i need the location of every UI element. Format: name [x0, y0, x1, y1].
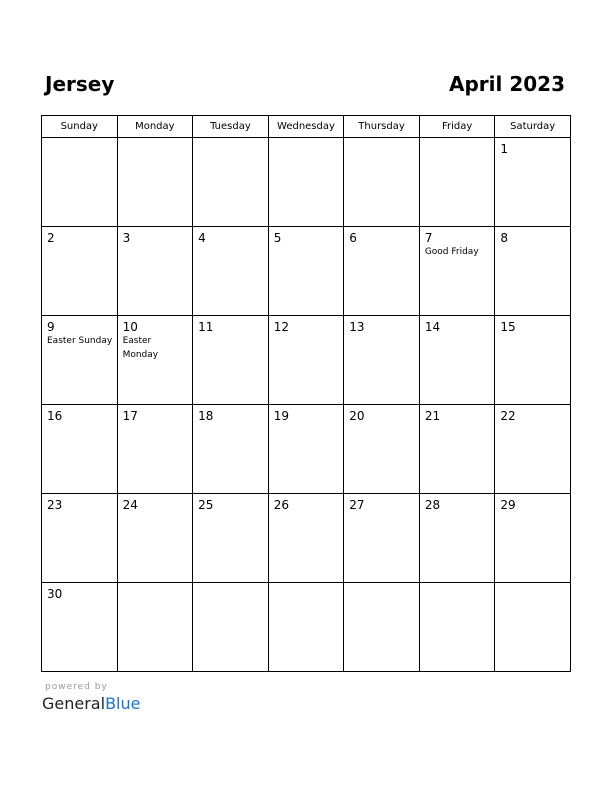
day-cell	[268, 138, 344, 227]
day-number: 4	[198, 231, 206, 245]
day-cell	[193, 316, 269, 405]
day-number	[420, 583, 495, 588]
day-cell	[419, 494, 495, 583]
day-number: 16	[47, 409, 63, 423]
day-cell	[117, 494, 193, 583]
day-cell	[117, 316, 193, 405]
day-cell	[419, 138, 495, 227]
day-cell	[344, 227, 420, 316]
weekday-header: Saturday	[495, 116, 571, 138]
day-number: 23	[47, 498, 63, 512]
day-number: 6	[349, 231, 357, 245]
day-cell	[193, 138, 269, 227]
weekday-header: Thursday	[344, 116, 420, 138]
day-cell	[344, 138, 420, 227]
day-number	[269, 583, 344, 588]
day-number	[495, 583, 570, 588]
powered-by-label: powered by	[45, 682, 108, 692]
day-cell	[42, 405, 118, 494]
day-number: 24	[122, 498, 138, 512]
day-cell	[42, 494, 118, 583]
day-number	[344, 583, 419, 588]
day-number	[344, 138, 419, 143]
weekday-header: Sunday	[42, 116, 118, 138]
day-cell	[495, 138, 571, 227]
day-cell	[117, 405, 193, 494]
day-cell	[117, 227, 193, 316]
day-number: 15	[500, 320, 516, 334]
day-number: 3	[122, 231, 131, 245]
day-number: 21	[424, 409, 441, 423]
day-number: 17	[122, 409, 138, 423]
week-row	[42, 138, 571, 227]
day-number: 12	[273, 320, 289, 334]
day-number	[193, 138, 268, 143]
day-cell	[495, 405, 571, 494]
day-number	[193, 583, 268, 588]
day-cell	[268, 227, 344, 316]
day-number: 7	[424, 231, 433, 245]
day-number: 25	[198, 498, 214, 512]
holiday-label: Good Friday	[424, 247, 479, 257]
day-number: 29	[500, 498, 516, 512]
day-cell	[419, 227, 495, 316]
day-number: 5	[273, 231, 282, 245]
day-cell	[495, 227, 571, 316]
day-cell	[193, 494, 269, 583]
day-cell	[495, 316, 571, 405]
day-cell	[344, 405, 420, 494]
day-number: 18	[198, 409, 214, 423]
weekday-header: Monday	[117, 116, 193, 138]
day-cell	[193, 405, 269, 494]
day-number: 13	[349, 320, 365, 334]
day-cell	[344, 583, 420, 672]
day-number	[420, 138, 495, 143]
day-cell	[42, 138, 118, 227]
day-cell	[419, 405, 495, 494]
day-cell	[344, 494, 420, 583]
week-row	[42, 583, 571, 672]
day-number: 27	[349, 498, 365, 512]
holiday-label: Easter Monday	[122, 336, 159, 360]
week-row	[42, 316, 571, 405]
day-cell	[419, 316, 495, 405]
day-number: 28	[424, 498, 441, 512]
week-row	[42, 494, 571, 583]
weekday-header: Friday	[419, 116, 495, 138]
day-cell	[268, 494, 344, 583]
day-number: 10	[122, 320, 138, 334]
brand-name-part2: Blue	[105, 694, 141, 713]
day-cell	[42, 316, 118, 405]
day-cell	[344, 316, 420, 405]
week-row	[42, 405, 571, 494]
day-number: 22	[500, 409, 516, 423]
weekday-header: Tuesday	[193, 116, 269, 138]
brand-logo[interactable]	[42, 694, 140, 713]
day-cell	[193, 583, 269, 672]
day-cell	[268, 583, 344, 672]
day-cell	[495, 583, 571, 672]
day-cell	[268, 316, 344, 405]
day-number: 19	[273, 409, 289, 423]
brand-name-part1: General	[42, 694, 106, 713]
calendar-region-title: Jersey	[45, 72, 115, 96]
day-cell	[42, 227, 118, 316]
day-cell	[495, 494, 571, 583]
day-number: 1	[500, 142, 509, 156]
day-number	[42, 138, 117, 143]
holiday-label: Easter Sunday	[47, 336, 113, 346]
day-number	[118, 583, 193, 588]
day-number	[118, 138, 193, 143]
day-cell	[117, 583, 193, 672]
day-cell	[42, 583, 118, 672]
day-number: 20	[349, 409, 365, 423]
weekday-header-row	[42, 116, 571, 138]
day-cell	[117, 138, 193, 227]
calendar-grid	[41, 115, 571, 672]
day-number: 14	[424, 320, 441, 334]
day-cell	[268, 405, 344, 494]
day-number	[269, 138, 344, 143]
day-cell	[193, 227, 269, 316]
day-cell	[419, 583, 495, 672]
day-number: 11	[198, 320, 214, 334]
day-number: 30	[47, 587, 63, 601]
calendar-month-title: April 2023	[449, 72, 565, 96]
day-number: 8	[500, 231, 509, 245]
week-row	[42, 227, 571, 316]
day-number: 9	[47, 320, 55, 334]
day-number: 26	[273, 498, 289, 512]
weekday-header: Wednesday	[268, 116, 344, 138]
day-number: 2	[47, 231, 55, 245]
